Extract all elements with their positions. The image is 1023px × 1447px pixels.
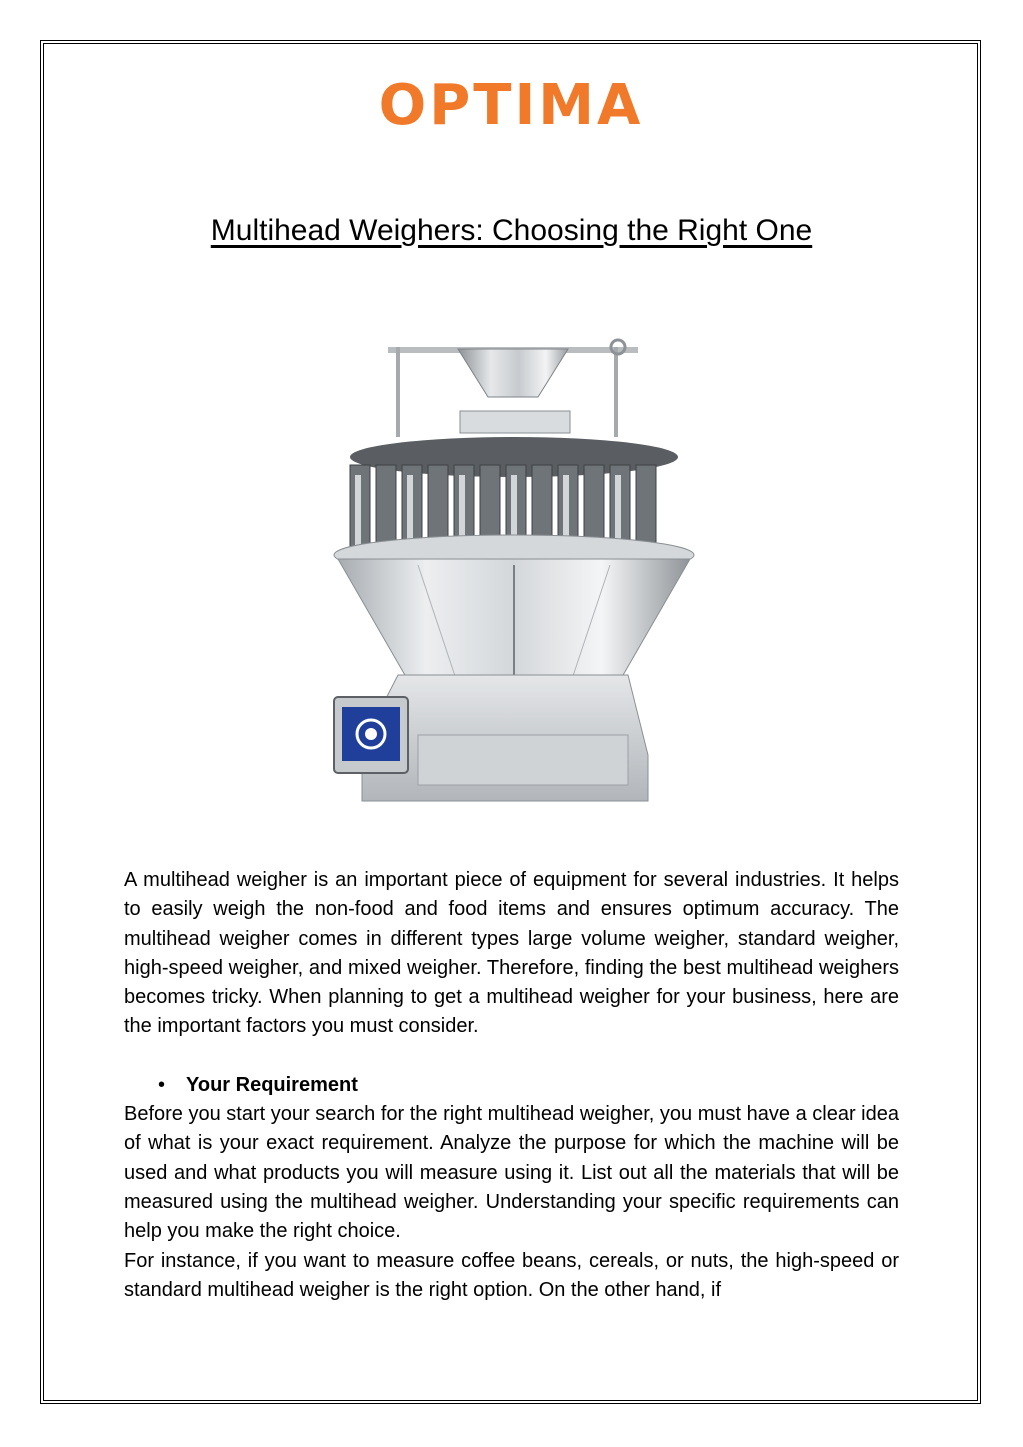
requirement-paragraph: Before you start your search for the right multihead weigher, you must have a clear idea of what is your exact requirement. Analyze the purpose for which the machine will be used and what products you will measure using it. List out all the materials that will be measured using the multihead weigher. Understanding your specific requirements can help you make the right choice. (124, 1103, 899, 1243)
optima-logo: OPTIMA (378, 73, 644, 138)
document-body (124, 866, 899, 1305)
section-heading-your-requirement (124, 1071, 899, 1100)
example-paragraph: For instance, if you want to measure coffee beans, cereals, or nuts, the high-speed or standard multihead weigher is the right option. On the other hand, if (124, 1249, 899, 1301)
document-title-text: Multihead Weighers: Choosing the Right One (210, 214, 813, 247)
document-title (123, 211, 900, 251)
paragraph-gap (124, 1042, 899, 1071)
multihead-weigher-image (328, 315, 700, 805)
section-heading-text: Your Requirement (186, 1073, 358, 1096)
intro-paragraph: A multihead weigher is an important piece of equipment for several industries. It helps to easily weigh the non-food and food items and ensures optimum accuracy. The multihead weigher comes in different types large volume weigher, standard weigher, high-speed weigher, and mixed weigher. Therefore, finding the best multihead weighers becomes tricky. When planning to get a multihead weigher for your business, here are the important factors you must consider. (124, 869, 899, 1038)
bullet-icon: • (158, 1073, 166, 1096)
